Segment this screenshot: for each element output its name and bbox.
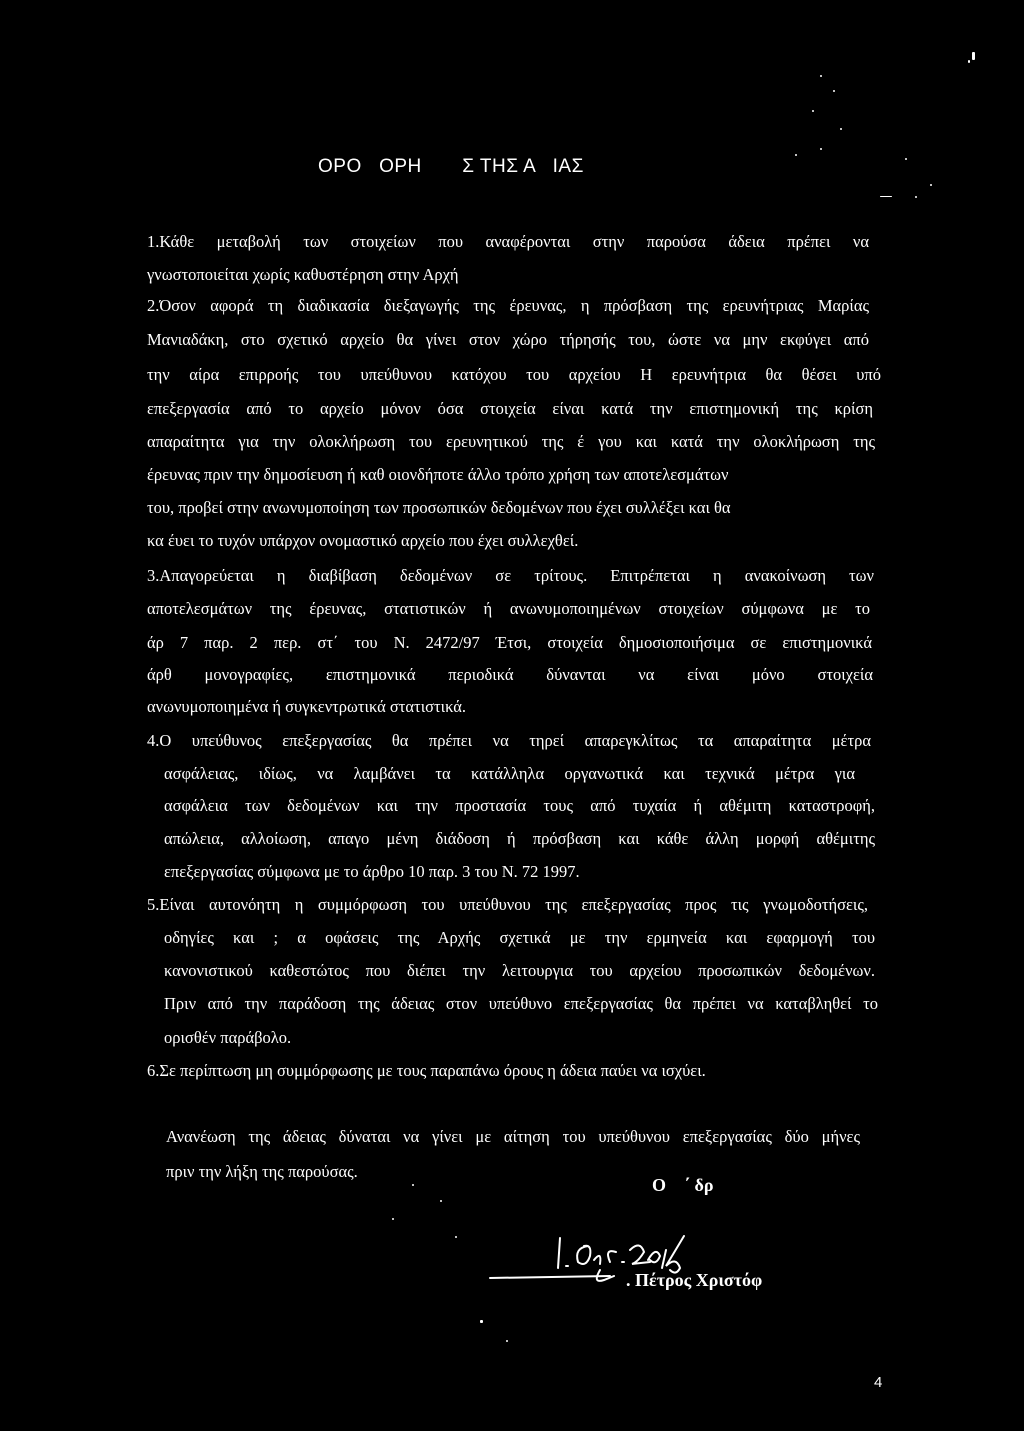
text-line: 1.Κάθε μεταβολή των στοιχείων που αναφέρονται στην παρούσα άδεια πρέπει να — [147, 232, 869, 251]
scan-speck — [820, 75, 822, 77]
text-line: 2.Όσον αφορά τη διαδικασία διεξαγωγής της έρευνας, η πρόσβαση της ερευνήτριας Μαρίας — [147, 296, 869, 315]
text-line: Ανανέωση της άδειας δύναται να γίνει με αίτηση του υπεύθυνου επεξεργασίας δύο μήνες — [166, 1127, 860, 1146]
scan-speck — [915, 196, 917, 198]
text-line: κανονιστικού καθεστώτος που διέπει την λειτουργια του αρχείου προσωπικών δεδομένων. — [164, 961, 875, 980]
text-line: απώλεια, αλλοίωση, απαγο μένη διάδοση ή πρόσβαση και κάθε άλλη μορφή αθέμιτης — [164, 829, 875, 848]
scan-speck — [440, 1200, 442, 1202]
text-line: επεξεργασία από το αρχείο μόνον όσα στοιχεία είναι κατά την επιστημονική της κρίση — [147, 399, 873, 418]
text-line: άρθ μονογραφίες, επιστημονικά περιοδικά δύνανται να είναι μόνο στοιχεία — [147, 665, 873, 684]
scan-speck — [968, 60, 970, 63]
scan-speck — [880, 196, 892, 197]
document-title: ΟΡΟ ΟΡΗ Σ ΤΗΣ Α ΙΑΣ — [318, 156, 584, 177]
text-line: του, προβεί στην ανωνυμοποίηση των προσωπικών δεδομένων που έχει συλλέξει και θα — [147, 498, 731, 517]
text-line: άρ 7 παρ. 2 περ. στ΄ του Ν. 2472/97 Έτσι, στοιχεία δημοσιοποιήσιμα σε επιστημονικά — [147, 633, 872, 652]
text-line: την αίρα επιρροής του υπεύθυνου κατόχου του αρχείου Η ερευνήτρια θα θέσει υπό — [147, 365, 881, 384]
scan-speck — [812, 110, 814, 112]
text-line: ασφάλεια των δεδομένων και την προστασία τους από τυχαία ή αθέμιτη καταστροφή, — [164, 796, 875, 815]
scan-speck — [392, 1218, 394, 1220]
text-line: γνωστοποιείται χωρίς καθυστέρηση στην Αρχή — [147, 265, 459, 284]
text-line: ασφάλειας, ιδίως, να λαμβάνει τα κατάλληλα οργανωτικά και τεχνικά μέτρα για — [164, 764, 855, 783]
text-line: ορισθέν παράβολο. — [164, 1028, 292, 1047]
text-line: Πριν από την παράδοση της άδειας στον υπεύθυνο επεξεργασίας θα πρέπει να καταβληθεί το — [164, 994, 878, 1013]
scan-speck — [840, 128, 842, 130]
scan-speck — [833, 90, 835, 92]
text-line: 4.Ο υπεύθυνος επεξεργασίας θα πρέπει να τηρεί απαρεγκλίτως τα απαραίτητα μέτρα — [147, 731, 871, 750]
text-line: κα έυει το τυχόν υπάρχον ονομαστικό αρχείο που έχει συλλεχθεί. — [147, 531, 579, 550]
text-line: οδηγίες και ; α οφάσεις της Αρχής σχετικά με την ερμηνεία και εφαρμογή του — [164, 928, 875, 947]
text-line: πριν την λήξη της παρούσας. — [166, 1162, 358, 1181]
scan-speck — [972, 52, 975, 60]
handwritten-signature — [470, 1200, 730, 1310]
scan-speck — [480, 1320, 483, 1323]
text-line: 5.Είναι αυτονόητη η συμμόρφωση του υπεύθυνου της επεξεργασίας προς τις γνωμοδοτήσεις, — [147, 895, 868, 914]
scan-speck — [455, 1236, 457, 1238]
text-line: 6.Σε περίπτωση μη συμμόρφωσης με τους παραπάνω όρους η άδεια παύει να ισχύει. — [147, 1061, 706, 1080]
scan-speck — [412, 1184, 414, 1186]
scan-speck — [795, 154, 797, 156]
signature-title: Ο ΄ δρ — [652, 1175, 714, 1195]
text-line: αποτελεσμάτων της έρευνας, στατιστικών ή ανωνυμοποιημένων στοιχείων σύμφωνα με το — [147, 599, 870, 618]
signature-name: . Πέτρος Χριστόφ — [626, 1270, 763, 1290]
text-line: 3.Απαγορεύεται η διαβίβαση δεδομένων σε τρίτους. Επιτρέπεται η ανακοίνωση των — [147, 566, 874, 585]
page-number: 4 — [874, 1374, 883, 1391]
text-line: ανωνυμοποιημένα ή συγκεντρωτικά στατιστικά. — [147, 697, 467, 716]
scan-speck — [820, 148, 822, 150]
text-line: έρευνας πριν την δημοσίευση ή καθ οιονδήποτε άλλο τρόπο χρήση των αποτελεσμάτων — [147, 465, 729, 484]
scan-speck — [905, 158, 907, 160]
text-line: Μανιαδάκη, στο σχετικό αρχείο θα γίνει στον χώρο τήρησής του, ώστε να μην εκφύγει από — [147, 330, 869, 349]
text-line: επεξεργασίας σύμφωνα με το άρθρο 10 παρ. 3 του Ν. 72 1997. — [164, 862, 580, 881]
text-line: απαραίτητα για την ολοκλήρωση του ερευνητικού της έ γου και κατά την ολοκλήρωση της — [147, 432, 875, 451]
scan-speck — [506, 1340, 508, 1342]
scan-speck — [930, 184, 932, 186]
